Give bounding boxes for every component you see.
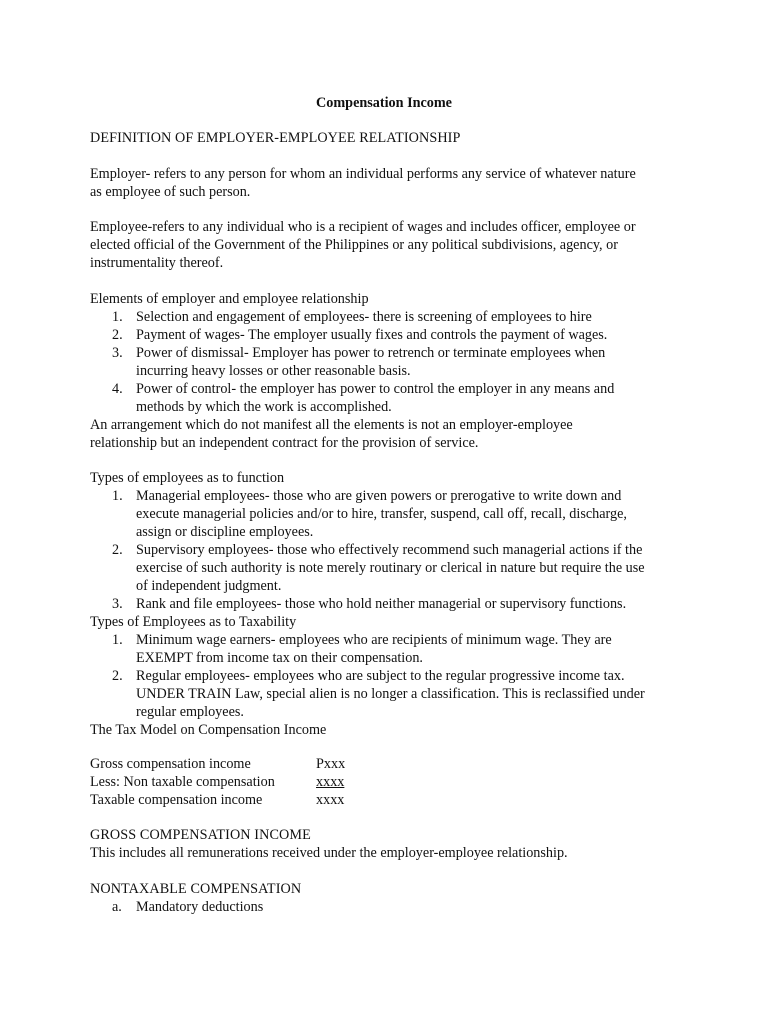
employer-definition-line: as employee of such person. [90, 184, 251, 200]
list-item-line: Selection and engagement of employees- there is screening of employees to hire [136, 309, 592, 325]
list-item [90, 380, 690, 416]
list-item-line: UNDER TRAIN Law, special alien is no longer a classification. This is reclassified under [136, 686, 645, 702]
calc-row [90, 791, 690, 809]
calc-row [90, 773, 690, 791]
list-number: a. [112, 899, 122, 915]
list-number: 1. [112, 632, 123, 648]
tax-model-computation [90, 755, 690, 809]
elements-note-line: relationship but an independent contract for the provision of service. [90, 435, 479, 451]
employee-definition [90, 218, 690, 272]
types-tax-heading: Types of Employees as to Taxability [90, 614, 297, 630]
employer-definition [90, 165, 690, 201]
list-item-line: Supervisory employees- those who effectively recommend such managerial actions if the [136, 542, 643, 558]
document-title: Compensation Income [316, 95, 452, 111]
list-number: 3. [112, 596, 123, 612]
calc-amount: xxxx [316, 774, 345, 790]
list-number: 2. [112, 327, 123, 343]
list-item-line: Regular employees- employees who are subject to the regular progressive income tax. [136, 668, 625, 684]
nontaxable-heading: NONTAXABLE COMPENSATION [90, 881, 302, 897]
types-function-heading: Types of employees as to function [90, 470, 285, 486]
list-item-line: Managerial employees- those who are given powers or prerogative to write down and [136, 488, 622, 504]
list-item [90, 631, 690, 667]
list-item-line: EXEMPT from income tax on their compensation. [136, 650, 423, 666]
list-item [90, 308, 690, 326]
nontaxable-list [90, 898, 690, 916]
list-item-line: Power of control- the employer has power to control the employer in any means and [136, 381, 615, 397]
list-item-line: exercise of such authority is note merely routinary or clerical in nature but require the use [136, 560, 645, 576]
list-item-line: Mandatory deductions [136, 899, 264, 915]
calc-row [90, 755, 690, 773]
list-item-line: assign or discipline employees. [136, 524, 314, 540]
list-number: 1. [112, 488, 123, 504]
list-item [90, 487, 690, 541]
tax-model-heading: The Tax Model on Compensation Income [90, 722, 327, 738]
nontaxable-section [90, 880, 690, 916]
gross-heading: GROSS COMPENSATION INCOME [90, 827, 311, 843]
list-item-line: execute managerial policies and/or to hire, transfer, suspend, call off, recall, discharge, [136, 506, 627, 522]
list-item [90, 541, 690, 595]
employee-definition-line: elected official of the Government of the Philippines or any political subdivisions, agency, or [90, 237, 618, 253]
employer-definition-line: Employer- refers to any person for whom an individual performs any service of whatever nature [90, 166, 636, 182]
list-item-line: incurring heavy losses or other reasonable basis. [136, 363, 411, 379]
list-item [90, 326, 690, 344]
list-item [90, 667, 690, 721]
list-number: 2. [112, 668, 123, 684]
list-item [90, 595, 690, 613]
list-item-line: Rank and file employees- those who hold neither managerial or supervisory functions. [136, 596, 627, 612]
elements-note-line: An arrangement which do not manifest all the elements is not an employer-employee [90, 417, 573, 433]
gross-text: This includes all remunerations received under the employer-employee relationship. [90, 845, 568, 861]
employee-definition-line: Employee-refers to any individual who is a recipient of wages and includes officer, employee or [90, 219, 636, 235]
list-item-line: methods by which the work is accomplished. [136, 399, 392, 415]
list-number: 4. [112, 381, 123, 397]
list-item-line: regular employees. [136, 704, 244, 720]
calc-label: Taxable compensation income [90, 792, 263, 808]
list-item-line: Power of dismissal- Employer has power to retrench or terminate employees when [136, 345, 606, 361]
employee-definition-line: instrumentality thereof. [90, 255, 224, 271]
elements-list [90, 308, 690, 416]
list-number: 2. [112, 542, 123, 558]
list-number: 1. [112, 309, 123, 325]
elements-heading: Elements of employer and employee relationship [90, 291, 369, 307]
list-item-line: of independent judgment. [136, 578, 282, 594]
list-item [90, 344, 690, 380]
calc-amount: Pxxx [316, 756, 346, 772]
list-item-line: Payment of wages- The employer usually fixes and controls the payment of wages. [136, 327, 608, 343]
gross-compensation-section [90, 826, 690, 862]
types-function-list [90, 487, 690, 613]
list-item [90, 898, 690, 916]
list-item-line: Minimum wage earners- employees who are recipients of minimum wage. They are [136, 632, 612, 648]
calc-label: Less: Non taxable compensation [90, 774, 275, 790]
elements-section [90, 290, 690, 452]
types-function-section [90, 469, 690, 739]
types-tax-list [90, 631, 690, 721]
calc-amount: xxxx [316, 792, 345, 808]
definition-heading: DEFINITION OF EMPLOYER-EMPLOYEE RELATIONSHIP [90, 130, 461, 146]
calc-label: Gross compensation income [90, 756, 251, 772]
list-number: 3. [112, 345, 123, 361]
